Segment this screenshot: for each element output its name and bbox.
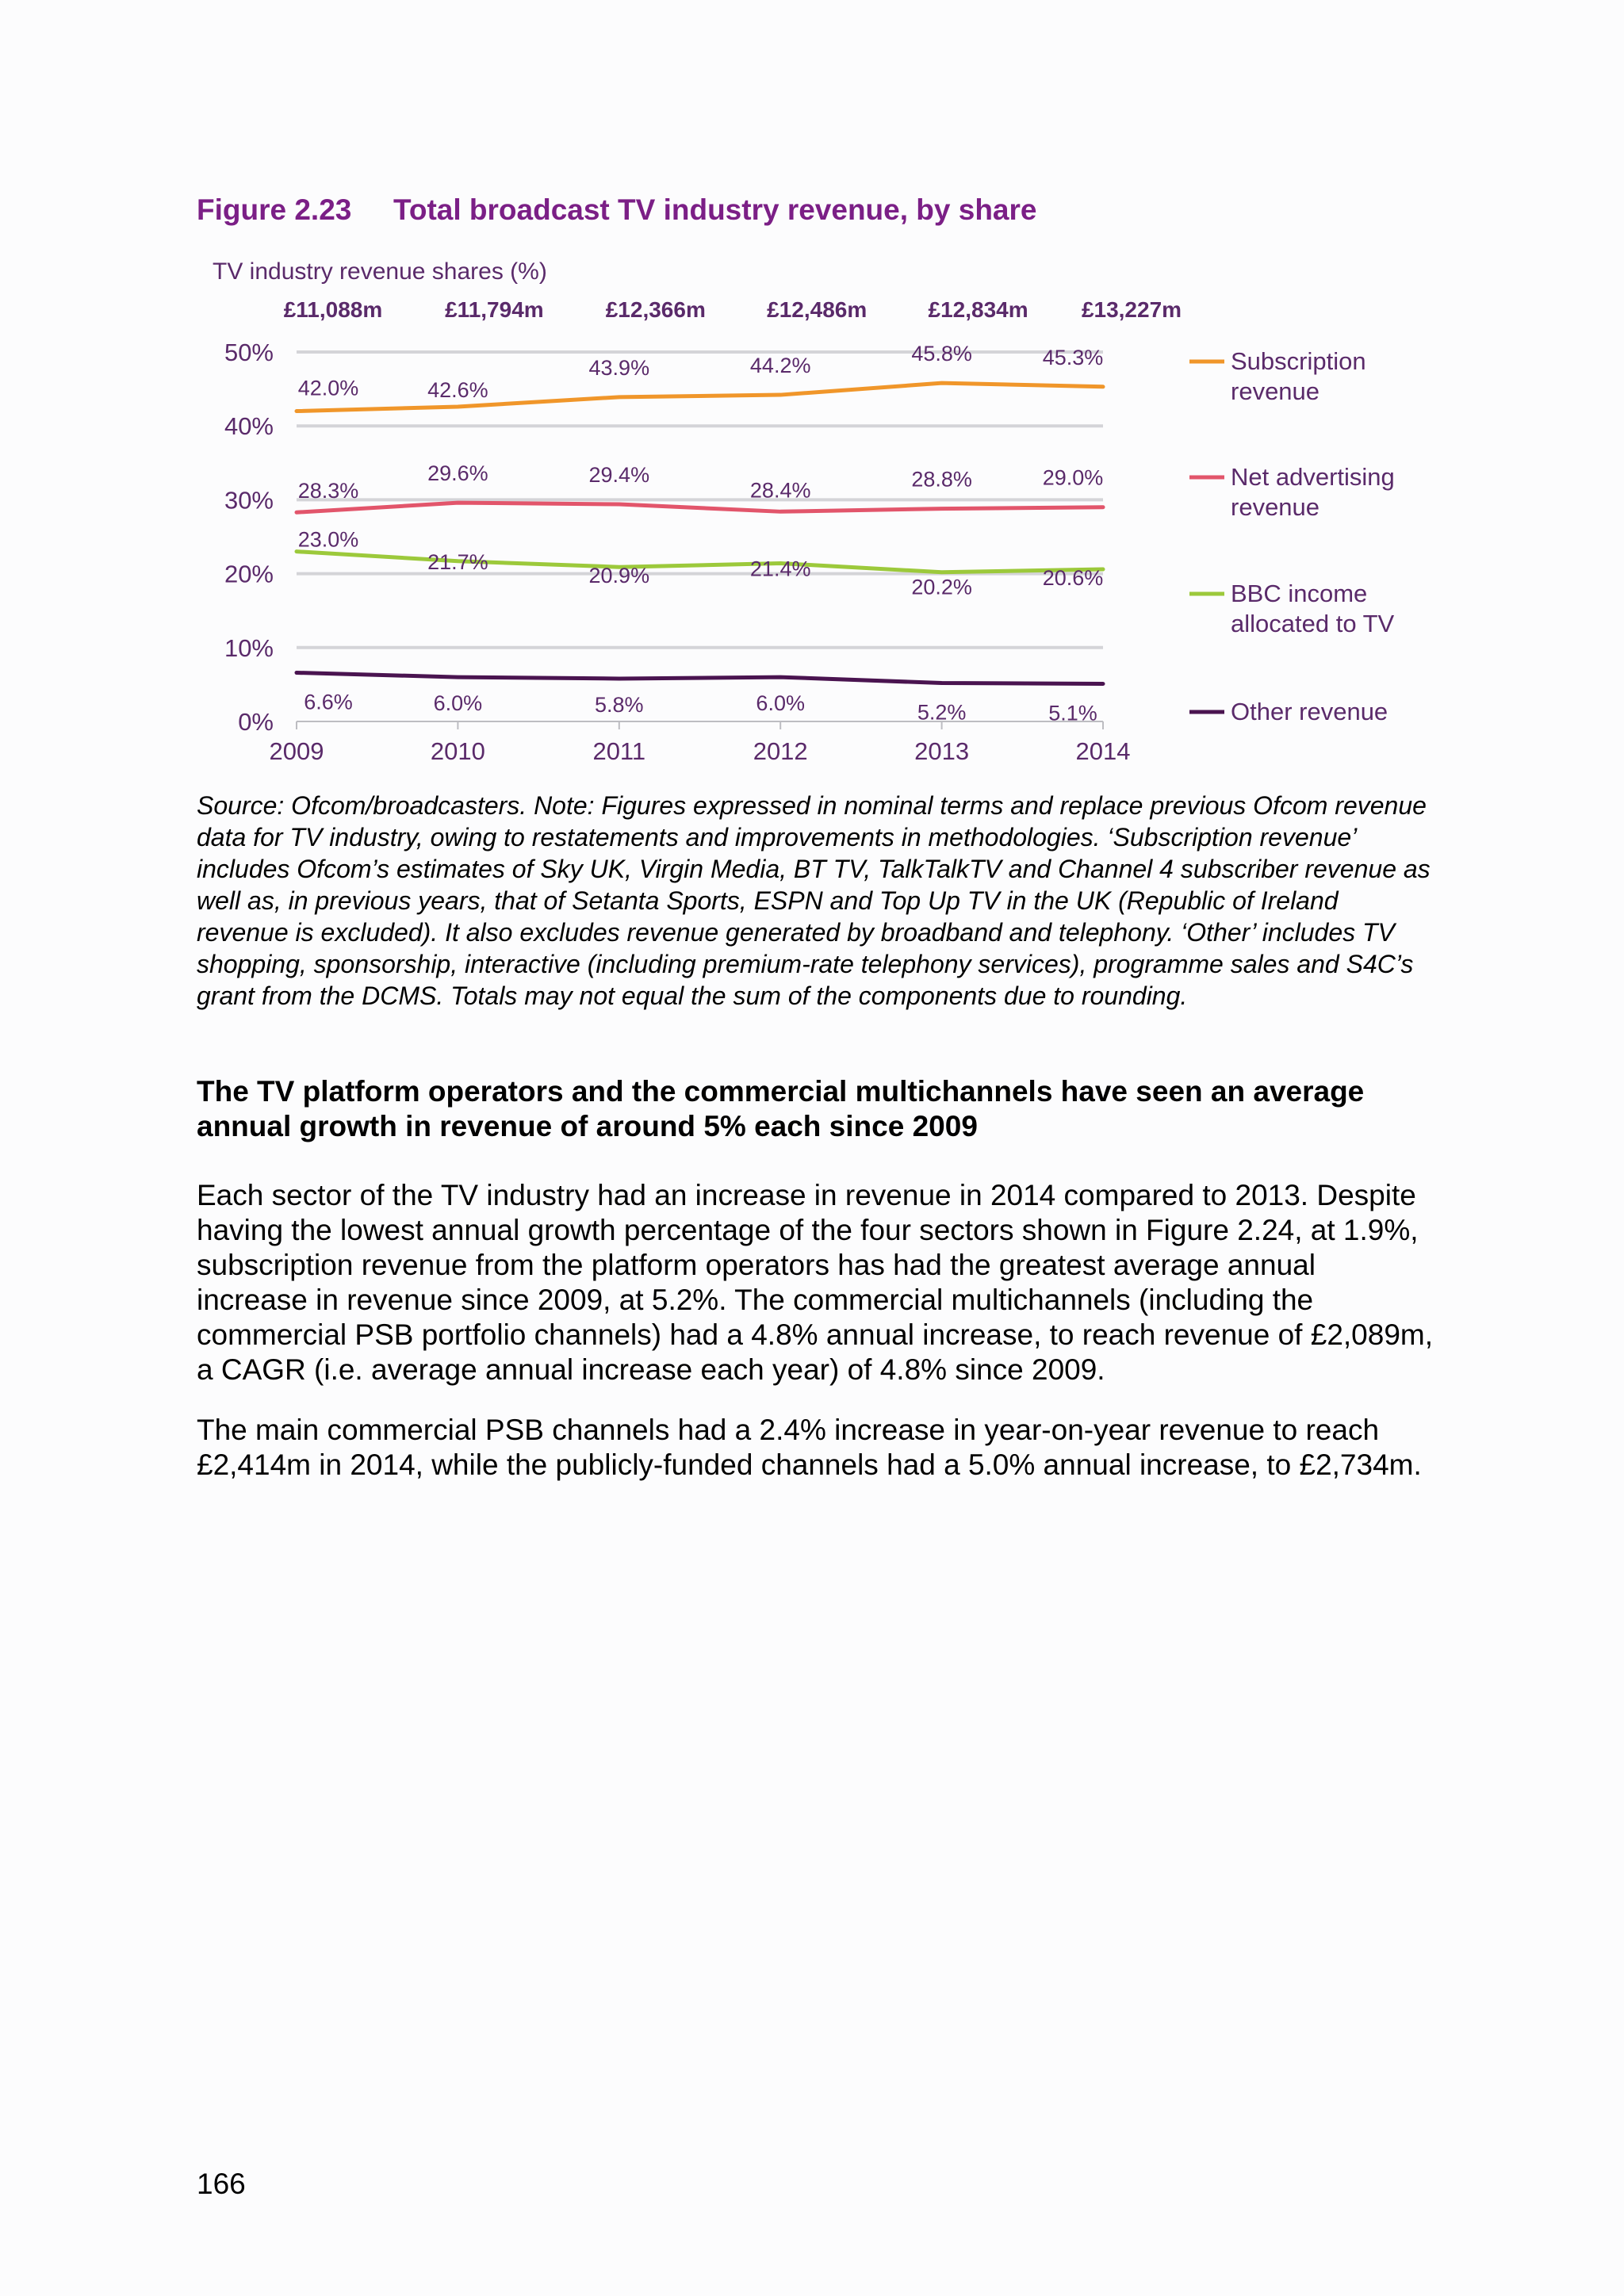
paragraph-2: The main commercial PSB channels had a 2.4% increase in year-on-year revenue to reach £2,414m in 2014, while the publicly-funded channels had a 5.0% annual increase, to £2,734m. [197,1414,1422,1481]
paragraph-1: Each sector of the TV industry had an increase in revenue in 2014 compared to 2013. Despite having the lowest annual growth percentage of the four sectors shown in Figure 2.24, at 1.9%, subscription revenue from the platform operators has had the greatest average annual increase in revenue since 2009, at 5.2%. The commercial multichannels (including the commercial PSB portfolio channels) had a 4.8% annual increase, to reach revenue of £2,089m, a CAGR (i.e. average annual increase each year) of 4.8% since 2009. [197,1179,1434,1386]
legend-label-bbc-income-allocated-to-tv-2: allocated to TV [1231,610,1395,637]
x-tick-2012: 2012 [753,737,808,765]
legend-label-net-advertising-revenue-2: revenue [1231,493,1320,521]
data-label-other-revenue-2013: 5.2% [917,700,967,725]
data-label-other-revenue-2009: 6.6% [304,690,353,714]
total-label-2012: £12,486m [767,297,868,322]
data-label-net-advertising-revenue-2013: 28.8% [911,467,972,492]
source-note: Source: Ofcom/broadcasters. Note: Figures expressed in nominal terms and replace previous Ofcom revenue data for TV industry, owing to restatements and improvements in methodologies. ‘Subscription revenue’ includes Ofcom’s estimates of Sky UK, Virgin Media, BT TV, TalkTalkTV and Channel 4 subscriber revenue as well as, in previous years, that of Setanta Sports, ESPN and Top Up TV in the UK (Republic of Ireland revenue is excluded). It also excludes revenue generated by broadband and telephony. ‘Other’ includes TV shopping, sponsorship, interactive (including premium-rate telephony services), programme sales and S4C’s grant from the DCMS. Totals may not equal the sum of the components due to rounding. [197,791,1431,1010]
data-label-bbc-income-allocated-to-tv-2011: 20.9% [588,564,650,588]
data-label-subscription-revenue-2014: 45.3% [1042,345,1104,369]
y-tick-30: 30% [224,486,274,515]
data-label-net-advertising-revenue-2011: 29.4% [588,462,650,487]
data-label-other-revenue-2012: 6.0% [756,691,805,716]
data-label-other-revenue-2010: 6.0% [433,691,483,716]
total-label-2014: £13,227m [1081,297,1182,322]
figure-title [197,193,1037,227]
x-tick-2014: 2014 [1075,737,1131,765]
series-line-bbc-income-allocated-to-tv [297,549,1103,574]
chart-title: TV industry revenue shares (%) [213,258,547,285]
series-line-subscription-revenue [297,383,1103,411]
chart-canvas [182,246,1419,785]
data-label-net-advertising-revenue-2010: 29.6% [427,461,488,486]
total-label-2009: £11,088m [283,297,383,322]
y-tick-10: 10% [224,633,274,662]
y-tick-20: 20% [224,560,274,588]
data-label-other-revenue-2011: 5.8% [595,692,644,717]
data-label-subscription-revenue-2009: 42.0% [297,376,359,400]
data-label-bbc-income-allocated-to-tv-2009: 23.0% [297,527,359,552]
data-label-bbc-income-allocated-to-tv-2010: 21.7% [427,549,488,574]
data-label-bbc-income-allocated-to-tv-2012: 21.4% [749,557,811,581]
legend-label-subscription-revenue-1: Subscription [1231,347,1366,375]
revenue-share-chart [182,246,1419,785]
y-tick-0: 0% [238,708,274,736]
data-label-net-advertising-revenue-2012: 28.4% [749,478,811,503]
total-label-2011: £12,366m [605,297,706,322]
legend-label-net-advertising-revenue-1: Net advertising [1231,463,1395,491]
y-tick-40: 40% [224,412,274,441]
legend-label-subscription-revenue-2: revenue [1231,377,1320,405]
data-label-bbc-income-allocated-to-tv-2014: 20.6% [1042,566,1104,591]
legend-label-other-revenue-1: Other revenue [1231,698,1388,725]
y-tick-50: 50% [224,339,274,366]
page-number: 166 [197,2168,246,2200]
section-heading: The TV platform operators and the commercial multichannels have seen an average annual growth in revenue of around 5% each since 2009 [197,1075,1365,1142]
figure-caption: Total broadcast TV industry revenue, by share [393,193,1037,226]
data-label-net-advertising-revenue-2014: 29.0% [1042,465,1104,490]
data-label-subscription-revenue-2010: 42.6% [427,377,488,402]
data-label-other-revenue-2014: 5.1% [1048,701,1097,725]
data-label-subscription-revenue-2012: 44.2% [749,354,811,378]
x-tick-2009: 2009 [269,737,324,765]
x-tick-2013: 2013 [914,737,970,765]
data-label-bbc-income-allocated-to-tv-2013: 20.2% [911,575,972,599]
total-label-2010: £11,794m [445,297,544,322]
total-label-2013: £12,834m [928,297,1028,322]
series-line-other-revenue [297,672,1103,683]
data-label-net-advertising-revenue-2009: 28.3% [297,479,359,503]
figure-number: Figure 2.23 [197,193,352,226]
x-tick-2011: 2011 [592,737,646,765]
legend-label-bbc-income-allocated-to-tv-1: BBC income [1231,580,1368,607]
data-label-subscription-revenue-2013: 45.8% [911,342,972,366]
series-line-net-advertising-revenue [297,503,1103,512]
data-label-subscription-revenue-2011: 43.9% [588,355,650,380]
x-tick-2010: 2010 [430,737,485,765]
